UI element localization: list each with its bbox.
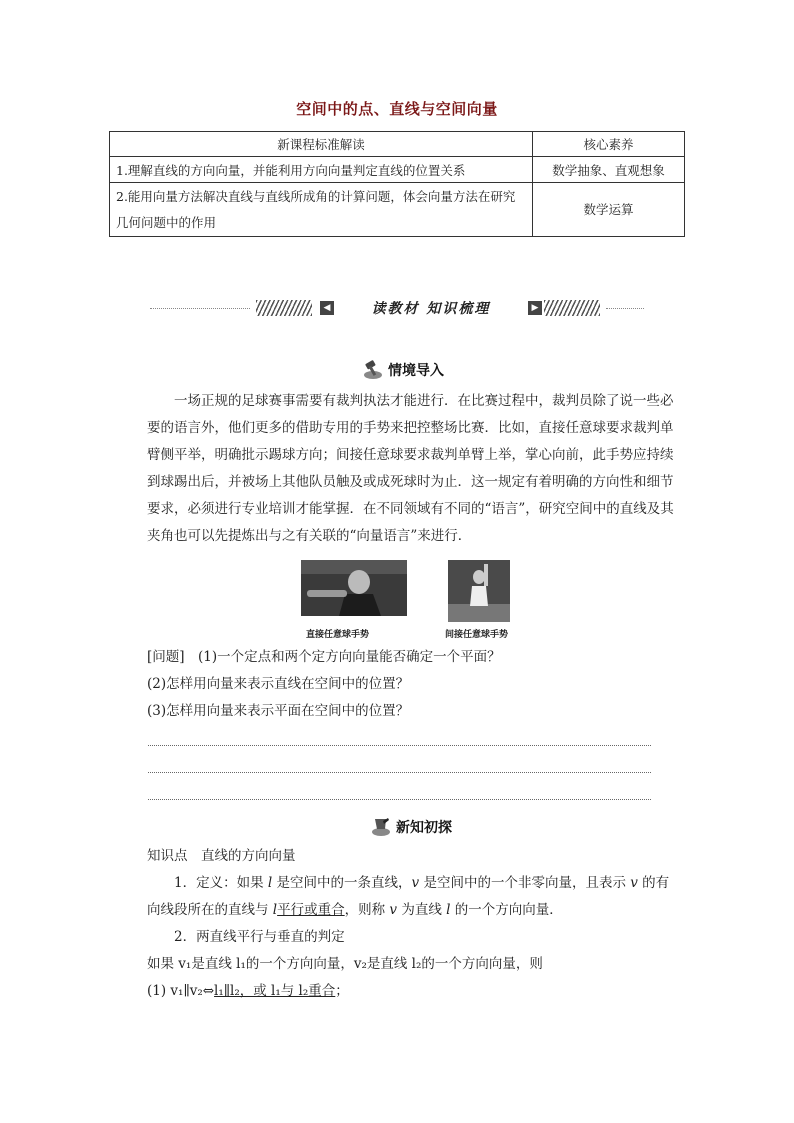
answer-line [148, 772, 651, 773]
questions [147, 644, 677, 725]
table-header-row [110, 132, 685, 157]
referee-photo-direct [301, 560, 407, 616]
paragraph-text: 一场正规的足球赛事需要有裁判执法才能进行．在比赛过程中，裁判员除了说一些必要的语言外，他们更多的借助专用的手势来把控整场比赛．比如，直接任意球要求裁判单臂侧平举，明确批示踢球方向；间接任意球要求裁判单臂上举，掌心向前，此手势应持续到球踢出后，并被场上其他队员触及或成死球时为止．这一规定有着明确的方向性和细节要求，必须进行专业培训才能掌握．在不同领域有不同的“语言”，研究空间中的直线及其夹角也可以先提炼出与之有关联的“向量语言”来进行． [147, 393, 674, 544]
table-row [110, 157, 685, 183]
photo-caption: 间接任意球手势 [445, 630, 509, 640]
knowledge-block [147, 843, 677, 1005]
knowledge-point-title: 知识点 直线的方向向量 [147, 848, 296, 864]
intro-paragraph [147, 388, 677, 550]
section-label: 情境导入 [388, 363, 444, 379]
condition-text: 如果 v₁是直线 l₁的一个方向向量，v₂是直线 l₂的一个方向向量，则 [147, 956, 543, 972]
question-text: (2)怎样用向量来表示直线在空间中的位置？ [147, 676, 410, 692]
definition-text: 1．定义：如果 l 是空间中的一条直线，v 是空间中的一个非零向量，且表示 v 的有向线段所在的直线与 l平行或重合，则称 v 为直线 l 的一个方向向量． [147, 875, 670, 918]
divider [150, 308, 250, 309]
table-cell: 2.能用向量方法解决直线与直线所成角的计算问题，体会向量方法在研究几何问题中的作用 [110, 183, 533, 237]
section-heading-intro [362, 358, 472, 382]
item-heading: 2．两直线平行与垂直的判定 [174, 929, 345, 945]
section-heading-new [370, 815, 480, 839]
curriculum-table [109, 131, 685, 237]
photo-caption: 直接任意球手势 [306, 630, 370, 640]
right-arrow-icon: ▶ [528, 301, 542, 315]
question-text: (3)怎样用向量来表示平面在空间中的位置？ [147, 703, 410, 719]
referee-photo-indirect [448, 560, 510, 622]
table-row [110, 183, 685, 237]
table-header: 新课程标准解读 [110, 132, 533, 157]
condition-parallel: (1) v₁∥v₂⇔l₁∥l₂，或 l₁与 l₂重合； [147, 983, 349, 999]
hammer-icon [362, 358, 384, 380]
table-cell: 数学运算 [533, 183, 685, 237]
banner-decoration [544, 300, 600, 316]
page-title: 空间中的点、直线与空间向量 [296, 100, 498, 118]
table-cell: 数学抽象、直观想象 [533, 157, 685, 183]
section-label: 新知初探 [396, 820, 452, 836]
left-arrow-icon: ◀ [320, 301, 334, 315]
answer-line [148, 745, 651, 746]
table-cell: 1.理解直线的方向向量，并能利用方向向量判定直线的位置关系 [110, 157, 533, 183]
table-header: 核心素养 [533, 132, 685, 157]
question-text: [问题] (1)一个定点和两个定方向向量能否确定一个平面？ [147, 649, 501, 665]
banner-decoration [256, 300, 312, 316]
answer-line [148, 799, 651, 800]
banner-title: 读教材 知识梳理 [371, 301, 491, 317]
pen-icon [370, 815, 392, 837]
divider [606, 308, 644, 309]
section-banner [150, 298, 644, 320]
